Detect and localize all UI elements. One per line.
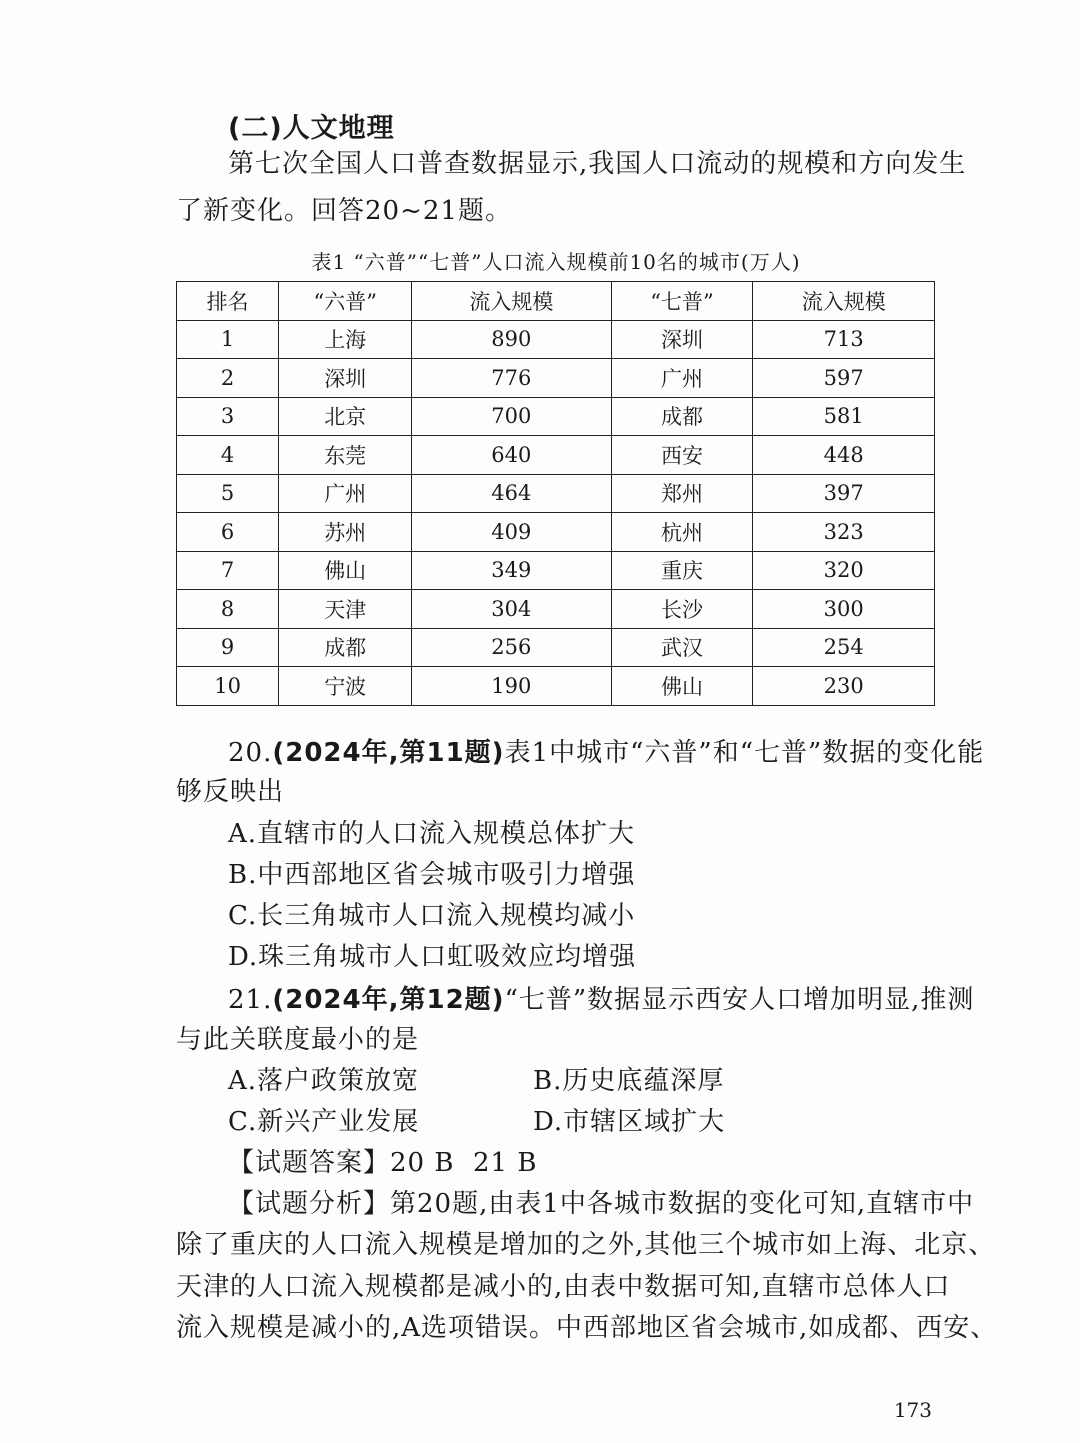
table-row: [177, 628, 935, 667]
table-row: [177, 667, 935, 706]
cell-census6-scale: 464: [412, 474, 611, 513]
table-row: [177, 359, 935, 398]
cell-rank: 9: [177, 628, 279, 667]
analysis-line-4: 流入规模是减小的,A选项错误。中西部地区省会城市,如成都、西安、: [176, 1313, 998, 1343]
q20-source: (2024年,第11题): [272, 738, 505, 768]
cell-census7-city: 武汉: [611, 628, 753, 667]
cell-census7-city: 成都: [611, 397, 753, 436]
table-row: [177, 320, 935, 359]
cell-rank: 8: [177, 590, 279, 629]
cell-census6-city: 成都: [279, 628, 412, 667]
analysis-line-1: 【试题分析】第20题,由表1中各城市数据的变化可知,直辖市中: [228, 1189, 975, 1219]
q20-number: 20.: [228, 738, 273, 768]
cell-census7-city: 深圳: [611, 320, 753, 359]
table-body: [177, 320, 935, 705]
cell-census7-scale: 300: [753, 590, 935, 629]
cell-census6-scale: 409: [412, 513, 611, 552]
cell-census6-scale: 349: [412, 551, 611, 590]
q20-stem-line-1: [228, 733, 984, 774]
table-row: [177, 513, 935, 552]
cell-census7-scale: 230: [753, 667, 935, 706]
header-census6: “六普”: [279, 282, 412, 321]
cell-rank: 5: [177, 474, 279, 513]
cell-census6-city: 佛山: [279, 551, 412, 590]
cell-census6-city: 北京: [279, 397, 412, 436]
cell-rank: 2: [177, 359, 279, 398]
cell-census6-scale: 776: [412, 359, 611, 398]
cell-census7-city: 西安: [611, 436, 753, 475]
cell-rank: 3: [177, 397, 279, 436]
header-rank: 排名: [177, 282, 279, 321]
q20-stem-text: 表1中城市“六普”和“七普”数据的变化能: [504, 738, 985, 768]
cell-rank: 4: [177, 436, 279, 475]
q20-option-c: C.长三角城市人口流入规模均减小: [228, 901, 636, 931]
cell-census7-scale: 254: [753, 628, 935, 667]
cell-rank: 6: [177, 513, 279, 552]
cell-rank: 1: [177, 320, 279, 359]
cell-census6-scale: 256: [412, 628, 611, 667]
analysis-line-2: 除了重庆的人口流入规模是增加的之外,其他三个城市如上海、北京、: [176, 1230, 996, 1260]
cell-census7-scale: 397: [753, 474, 935, 513]
q21-option-d: D.市辖区域扩大: [533, 1107, 726, 1137]
header-scale6: 流入规模: [412, 282, 611, 321]
cell-rank: 7: [177, 551, 279, 590]
q20-option-d: D.珠三角城市人口虹吸效应均增强: [228, 942, 637, 972]
cell-census6-scale: 304: [412, 590, 611, 629]
cell-census7-scale: 323: [753, 513, 935, 552]
table-row: [177, 590, 935, 629]
table-row: [177, 551, 935, 590]
cell-census7-scale: 713: [753, 320, 935, 359]
q21-option-a: A.落户政策放宽: [228, 1066, 420, 1096]
cell-census6-city: 广州: [279, 474, 412, 513]
analysis-line-3: 天津的人口流入规模都是减小的,由表中数据可知,直辖市总体人口: [176, 1272, 951, 1302]
cell-census6-city: 苏州: [279, 513, 412, 552]
population-table: [176, 281, 935, 706]
header-scale7: 流入规模: [753, 282, 935, 321]
q20-stem-line-2: 够反映出: [176, 777, 285, 807]
header-census7: “七普”: [611, 282, 753, 321]
q21-source: (2024年,第12题): [272, 985, 505, 1015]
cell-census7-scale: 448: [753, 436, 935, 475]
cell-census6-city: 东莞: [279, 436, 412, 475]
cell-census7-city: 佛山: [611, 667, 753, 706]
table-row: [177, 474, 935, 513]
cell-census7-scale: 581: [753, 397, 935, 436]
intro-line-1: 第七次全国人口普查数据显示,我国人口流动的规模和方向发生: [228, 149, 967, 179]
cell-census7-city: 杭州: [611, 513, 753, 552]
table-header-row: [177, 282, 935, 321]
table-caption: 表1 “六普”“七普”人口流入规模前10名的城市(万人): [311, 250, 801, 274]
q21-option-c: C.新兴产业发展: [228, 1107, 420, 1137]
q20-option-a: A.直辖市的人口流入规模总体扩大: [228, 819, 636, 849]
cell-census6-scale: 190: [412, 667, 611, 706]
q21-stem-line-1: [228, 980, 974, 1021]
cell-census7-scale: 597: [753, 359, 935, 398]
cell-census6-scale: 890: [412, 320, 611, 359]
cell-census6-scale: 700: [412, 397, 611, 436]
page-number: 173: [893, 1398, 932, 1422]
cell-census6-city: 天津: [279, 590, 412, 629]
section-title: (二)人文地理: [228, 113, 395, 144]
cell-census7-scale: 320: [753, 551, 935, 590]
cell-census6-city: 宁波: [279, 667, 412, 706]
cell-census7-city: 广州: [611, 359, 753, 398]
q21-option-b: B.历史底蕴深厚: [533, 1066, 725, 1096]
answer-line: 【试题答案】20 B 21 B: [228, 1148, 538, 1178]
cell-census6-city: 深圳: [279, 359, 412, 398]
cell-census7-city: 长沙: [611, 590, 753, 629]
table-row: [177, 436, 935, 475]
table-row: [177, 397, 935, 436]
intro-line-2: 了新变化。回答20~21题。: [176, 196, 512, 226]
q20-option-b: B.中西部地区省会城市吸引力增强: [228, 860, 636, 890]
cell-rank: 10: [177, 667, 279, 706]
cell-census7-city: 重庆: [611, 551, 753, 590]
q21-stem-text: “七普”数据显示西安人口增加明显,推测: [504, 985, 975, 1015]
cell-census7-city: 郑州: [611, 474, 753, 513]
q21-number: 21.: [228, 985, 273, 1015]
q21-stem-line-2: 与此关联度最小的是: [176, 1025, 420, 1055]
cell-census6-scale: 640: [412, 436, 611, 475]
cell-census6-city: 上海: [279, 320, 412, 359]
